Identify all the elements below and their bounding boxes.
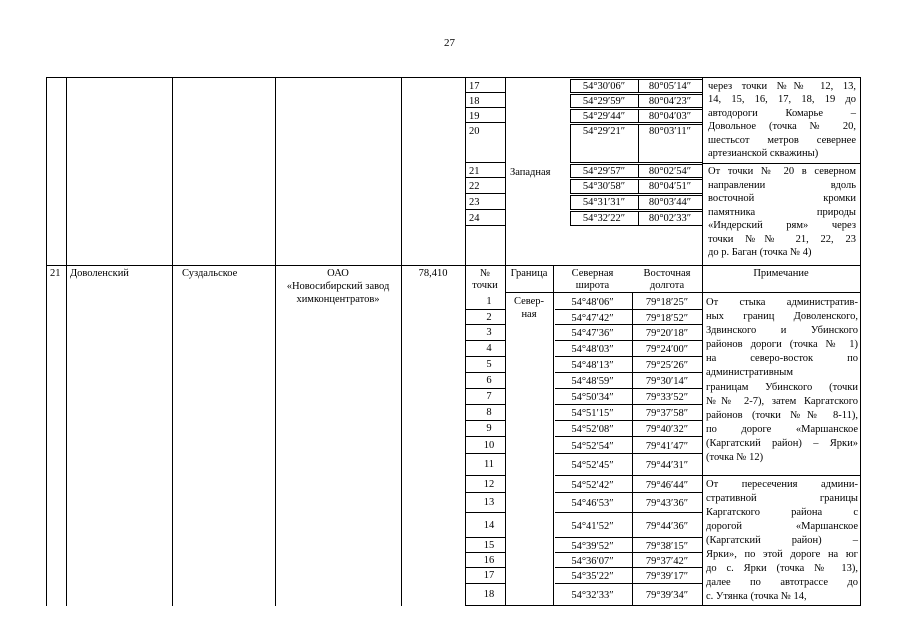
row-line xyxy=(465,453,506,454)
cell-border xyxy=(570,162,703,163)
point-number: 22 xyxy=(469,181,480,192)
row-line xyxy=(632,492,703,493)
point-number: 19 xyxy=(469,111,480,122)
row-line xyxy=(632,309,703,310)
latitude-value: 54°29′57″ xyxy=(582,166,626,177)
point-number: 14 xyxy=(483,520,495,531)
longitude-value: 79°33′52″ xyxy=(645,392,689,403)
row-line xyxy=(632,420,703,421)
row-line xyxy=(555,420,633,421)
note-line: артезианской скважины) xyxy=(708,147,819,159)
column-line xyxy=(702,77,703,606)
header-longitude: Восточная xyxy=(643,268,691,279)
latitude-value: 54°31′31″ xyxy=(582,197,626,208)
note-line: Здвинского и Убинского xyxy=(706,325,858,337)
row-line xyxy=(465,420,506,421)
point-number: 5 xyxy=(486,359,492,370)
row-line xyxy=(555,388,633,389)
column-line xyxy=(275,77,276,606)
longitude-value: 80°04′51″ xyxy=(648,181,692,192)
row-line xyxy=(632,475,703,476)
longitude-value: 79°18′52″ xyxy=(645,313,689,324)
record-district: Суздальское xyxy=(182,268,238,279)
row-line xyxy=(632,453,703,454)
note-text xyxy=(708,165,856,260)
note-line: Каргатского района с xyxy=(706,507,858,518)
cell-border xyxy=(570,225,703,226)
latitude-value: 54°48′03″ xyxy=(571,344,614,355)
note-text xyxy=(706,478,858,604)
point-number: 9 xyxy=(486,423,492,434)
header-number: точки xyxy=(472,280,498,291)
row-line xyxy=(632,583,703,584)
row-line xyxy=(465,404,506,405)
row-line xyxy=(465,372,506,373)
row-line xyxy=(632,388,703,389)
latitude-value: 54°47′36″ xyxy=(571,328,614,339)
longitude-value: 79°37′42″ xyxy=(645,556,689,567)
note-line: (точка № 12) xyxy=(706,452,764,464)
note-line: ных границ Доволенского, xyxy=(706,311,858,323)
cell-border xyxy=(570,209,703,210)
longitude-value: 79°40′32″ xyxy=(645,424,689,435)
point-number: 10 xyxy=(483,440,495,451)
note-line: От точки № 20 в северном xyxy=(708,166,856,177)
longitude-value: 79°44′36″ xyxy=(645,521,689,532)
longitude-value: 79°24′00″ xyxy=(645,344,689,355)
point-number: 11 xyxy=(483,459,495,470)
latitude-value: 54°30′06″ xyxy=(582,81,626,92)
latitude-value: 54°35′22″ xyxy=(571,571,614,582)
latitude-value: 54°47′42″ xyxy=(571,313,614,324)
latitude-value: 54°51′15″ xyxy=(571,408,614,419)
note-line: восточной кромки xyxy=(708,193,856,204)
note-line: по дороге «Маршанское xyxy=(706,423,858,435)
row-line xyxy=(465,537,506,538)
boundary-label: Север- xyxy=(513,296,545,307)
note-line: №№ 2-7), затем Каргатского xyxy=(706,395,858,407)
note-line: шестьсот метров севернее xyxy=(708,134,856,146)
row-line xyxy=(465,436,506,437)
record-separator xyxy=(46,265,861,266)
row-line xyxy=(555,512,633,513)
row-line xyxy=(465,512,506,513)
latitude-value: 54°29′44″ xyxy=(582,111,626,122)
record-name: Доволенский xyxy=(70,268,129,279)
row-line xyxy=(465,388,506,389)
latitude-value: 54°52′08″ xyxy=(571,424,614,435)
longitude-value: 80°04′03″ xyxy=(648,111,692,122)
row-line xyxy=(555,340,633,341)
note-line: районов (точки №№ 8-11), xyxy=(706,409,858,421)
note-line: «Индерский рям» через xyxy=(708,220,856,231)
latitude-value: 54°48′06″ xyxy=(571,297,614,308)
point-number: 20 xyxy=(469,126,480,137)
point-number: 4 xyxy=(486,343,492,354)
point-number: 13 xyxy=(483,497,495,508)
row-line xyxy=(555,309,633,310)
row-line xyxy=(555,605,633,606)
latitude-value: 54°52′54″ xyxy=(571,441,614,452)
cell-border xyxy=(570,193,703,194)
point-number: 21 xyxy=(469,166,480,177)
longitude-value: 79°43′36″ xyxy=(645,498,689,509)
longitude-value: 80°03′11″ xyxy=(649,126,691,137)
note-line: автодороги Комарье – xyxy=(708,107,856,119)
note-line: дорогой «Маршанское xyxy=(706,521,858,532)
row-line xyxy=(555,356,633,357)
note-line: памятника природы xyxy=(708,206,856,218)
latitude-value: 54°36′07″ xyxy=(571,556,614,567)
row-line xyxy=(555,453,633,454)
longitude-value: 79°18′25″ xyxy=(645,297,689,308)
table-top-line xyxy=(46,77,861,78)
latitude-value: 54°41′52″ xyxy=(571,521,614,532)
longitude-value: 79°41′47″ xyxy=(645,441,689,452)
longitude-value: 80°02′54″ xyxy=(648,166,692,177)
header-longitude: долгота xyxy=(649,280,685,291)
latitude-value: 54°52′45″ xyxy=(571,460,614,471)
point-number: 8 xyxy=(486,407,492,418)
row-line xyxy=(632,404,703,405)
note-line: точки №№ 21, 22, 23 xyxy=(708,233,856,245)
row-line xyxy=(632,356,703,357)
row-line xyxy=(555,583,633,584)
header-separator xyxy=(505,292,861,293)
note-line: стративной границы xyxy=(706,493,858,504)
note-line: направлении вдоль xyxy=(708,179,856,191)
row-line xyxy=(465,193,506,194)
row-line xyxy=(555,404,633,405)
longitude-value: 80°05′14″ xyxy=(648,81,692,92)
latitude-value: 54°29′21″ xyxy=(582,126,626,137)
header-note: Примечание xyxy=(753,268,809,279)
column-line xyxy=(66,77,67,606)
point-number: 2 xyxy=(486,312,492,323)
row-line xyxy=(555,475,633,476)
latitude-value: 54°29′59″ xyxy=(582,96,626,107)
column-line xyxy=(465,77,466,606)
point-number: 17 xyxy=(469,81,480,92)
note-line: 14, 15, 16, 17, 18, 19 до xyxy=(708,94,856,106)
column-line xyxy=(46,77,47,606)
longitude-value: 80°02′33″ xyxy=(648,213,692,224)
row-line xyxy=(465,225,506,226)
row-line xyxy=(632,537,703,538)
latitude-value: 54°30′58″ xyxy=(582,181,626,192)
record-organization: «Новосибирский завод xyxy=(286,281,390,292)
latitude-value: 54°32′22″ xyxy=(582,213,626,224)
row-line xyxy=(555,372,633,373)
row-line xyxy=(465,492,506,493)
longitude-value: 80°03′44″ xyxy=(648,197,692,208)
boundary-label: ная xyxy=(521,309,537,320)
note-line: административным xyxy=(706,367,794,379)
point-number: 18 xyxy=(483,589,495,600)
record-area: 78,410 xyxy=(418,268,448,279)
point-number: 16 xyxy=(483,555,495,566)
row-line xyxy=(632,372,703,373)
latitude-value: 54°48′13″ xyxy=(571,360,614,371)
note-separator xyxy=(702,475,861,476)
note-line: (Каргатский район) – xyxy=(706,535,858,546)
row-line xyxy=(632,340,703,341)
latitude-value: 54°50′34″ xyxy=(571,392,614,403)
row-line xyxy=(555,436,633,437)
note-line: От пересечения админи- xyxy=(706,479,858,490)
row-line xyxy=(465,567,506,568)
row-line xyxy=(632,605,703,606)
latitude-value: 54°52′42″ xyxy=(571,480,614,491)
longitude-value: 79°30′14″ xyxy=(645,376,689,387)
note-line: до с. Ярки (точка № 13), xyxy=(706,563,858,574)
boundary-label: Западная xyxy=(510,167,551,178)
longitude-value: 79°37′58″ xyxy=(645,408,689,419)
note-line: (Каргатский район) – Ярки» xyxy=(706,437,858,449)
longitude-value: 79°39′17″ xyxy=(645,571,689,582)
row-line xyxy=(465,583,506,584)
row-line xyxy=(632,436,703,437)
latitude-value: 54°46′53″ xyxy=(571,498,614,509)
longitude-value: 79°44′31″ xyxy=(645,460,689,471)
column-line xyxy=(172,77,173,606)
point-number: 1 xyxy=(486,296,492,307)
header-latitude: широта xyxy=(575,280,610,291)
header-boundary: Граница xyxy=(510,268,548,279)
longitude-value: 79°39′34″ xyxy=(645,590,689,601)
point-number: 6 xyxy=(486,375,492,386)
point-number: 15 xyxy=(483,540,495,551)
column-line xyxy=(401,77,402,606)
row-line xyxy=(465,162,506,163)
longitude-value: 79°25′26″ xyxy=(645,360,689,371)
note-line: От стыка административ- xyxy=(706,297,858,308)
note-line: далее по автотрассе до xyxy=(706,577,858,588)
point-number: 23 xyxy=(469,197,480,208)
row-line xyxy=(632,512,703,513)
row-line xyxy=(555,492,633,493)
header-number: № xyxy=(479,268,491,279)
note-line: на северо-восток по xyxy=(706,353,858,365)
note-line: Довольное (точка № 20, xyxy=(708,121,856,133)
header-latitude: Северная xyxy=(571,268,614,279)
point-number: 17 xyxy=(483,570,495,581)
row-line xyxy=(465,475,506,476)
latitude-value: 54°32′33″ xyxy=(571,590,614,601)
row-line xyxy=(465,309,506,310)
record-index: 21 xyxy=(50,268,61,279)
note-separator xyxy=(702,163,861,164)
row-line xyxy=(465,324,506,325)
row-line xyxy=(465,209,506,210)
note-line: через точки №№ 12, 13, xyxy=(708,81,856,92)
note-line: районов дороги (точка № 1) xyxy=(706,339,858,351)
point-number: 3 xyxy=(486,327,492,338)
longitude-value: 79°38′15″ xyxy=(645,541,689,552)
point-number: 24 xyxy=(469,213,480,224)
point-number: 7 xyxy=(486,391,492,402)
longitude-value: 79°46′44″ xyxy=(645,480,689,491)
note-line: до р. Баган (точка № 4) xyxy=(708,247,812,258)
latitude-value: 54°48′59″ xyxy=(571,376,614,387)
row-line xyxy=(555,537,633,538)
note-line: с. Утянка (точка № 14, xyxy=(706,591,807,602)
note-text xyxy=(708,80,856,160)
point-number: 18 xyxy=(469,96,480,107)
row-line xyxy=(465,340,506,341)
note-line: Ярки», по этой дороге на юг xyxy=(706,549,858,560)
row-line xyxy=(465,605,506,606)
longitude-value: 80°04′23″ xyxy=(648,96,692,107)
latitude-value: 54°39′52″ xyxy=(571,541,614,552)
note-text xyxy=(706,296,858,465)
point-number: 12 xyxy=(483,479,495,490)
row-line xyxy=(465,552,506,553)
row-line xyxy=(465,356,506,357)
page-number: 27 xyxy=(444,37,455,49)
column-line xyxy=(860,77,861,606)
longitude-value: 79°20′18″ xyxy=(645,328,689,339)
record-organization: ОАО xyxy=(327,268,349,279)
record-organization: химконцентратов» xyxy=(296,294,380,305)
note-line: границам Убинского (точки xyxy=(706,381,858,393)
